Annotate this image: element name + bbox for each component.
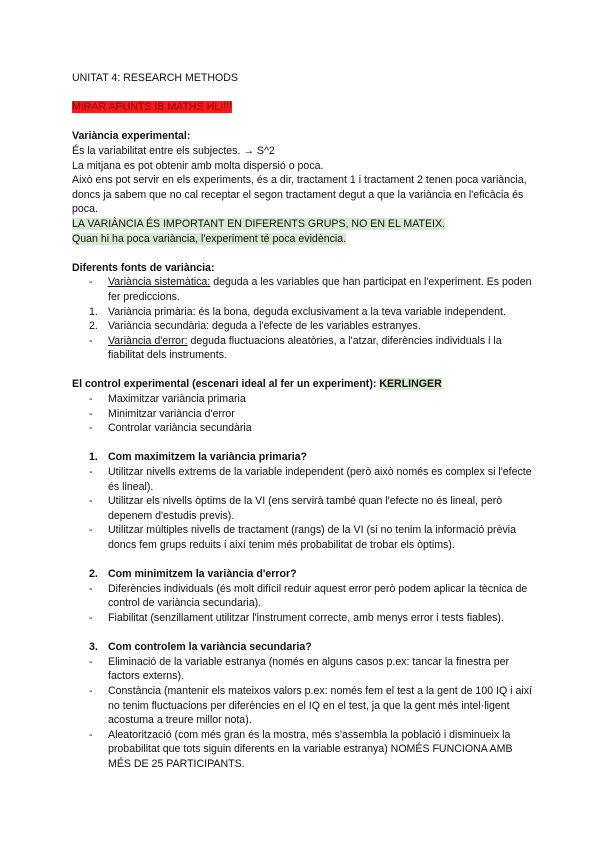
section-1-list <box>72 465 532 553</box>
control-heading-text: El control experimental (escenari ideal al fer un experiment): <box>72 378 380 391</box>
list-item <box>72 407 532 422</box>
list-item <box>72 494 532 523</box>
list-marker: - <box>89 334 93 347</box>
varexp-line-1: És la variabilitat entre els subjectes. → S^2 <box>72 144 275 157</box>
list-item <box>72 275 532 304</box>
red-highlight: MIRAR APUNTS IB MATHS HL!!!! <box>72 101 232 114</box>
list-item-text: deguda fluctuacions aleatòries, a l'atzar, diferències individuals i la fiabilitat dels instruments. <box>108 334 502 362</box>
section-number: 3. <box>89 641 98 654</box>
section-number: 1. <box>89 451 98 464</box>
list-item <box>72 421 532 436</box>
list-marker: - <box>89 684 93 697</box>
list-marker: - <box>89 407 93 420</box>
green-highlight: Quan hi ha poca variància, l'experiment té poca evidència. <box>72 232 347 245</box>
green-highlight: LA VARIÀNCIA ÉS IMPORTANT EN DIFERENTS GRUPS, NO EN EL MATEIX. <box>72 217 446 230</box>
varexp-highlight-2 <box>72 232 532 247</box>
list-marker: 1. <box>89 305 98 318</box>
control-heading <box>72 377 532 392</box>
list-marker: - <box>89 393 93 406</box>
list-item <box>72 655 532 684</box>
list-item-text: Utilitzar nivells extrems de la variable independent (però això només es complex si l'efecte és lineal). <box>108 466 532 493</box>
list-item-text: Maximitzar variància primaria <box>108 393 246 406</box>
section-heading-text: Com maximitzem la variància primaria? <box>108 451 308 464</box>
list-item-text: Diferències individuals (és molt difícil reduir aquest error però podem aplicar la tècnica de control de variància secundaria). <box>108 582 528 610</box>
doc-title: UNITAT 4: RESEARCH METHODS <box>72 72 238 84</box>
section-heading-text: Com minimitzem la variància d'error? <box>108 568 297 581</box>
section-3-heading <box>72 640 532 655</box>
list-item-text: deguda a les variables que han participat en l'experiment. Es poden fer prediccions. <box>108 276 532 303</box>
list-item <box>72 728 532 772</box>
list-marker: 2. <box>89 320 98 333</box>
list-marker: - <box>89 422 93 435</box>
list-marker: - <box>89 495 93 508</box>
list-item-text: Minimitzar variància d'error <box>108 407 235 420</box>
varexp-line-2: La mitjana es pot obtenir amb molta dispersió o poca. <box>72 159 324 172</box>
list-item <box>72 319 532 334</box>
list-item-text: Utilitzar múltiples nivells de tractament (rangs) de la VI (si no tenim la informació prèvia doncs fem grups reduits i així tenim més probabilitat de trobar els òptims). <box>108 524 517 551</box>
list-marker: - <box>89 728 93 741</box>
list-item-text: Constància (mantenir els mateixos valors p.ex: només fem el test a la gent de 100 IQ i així no tenim fluctuacions per diferències en el IQ en el test, ja que la gent més intel·ligent acostuma a treure millor nota). <box>108 684 532 727</box>
control-list <box>72 392 532 436</box>
list-item <box>72 305 532 320</box>
list-item <box>72 392 532 407</box>
fonts-list <box>72 275 532 363</box>
list-item-text: Controlar variància secundària <box>108 422 252 435</box>
red-note <box>72 100 532 115</box>
list-item-text: Utilitzar els nivells òptims de la VI (ens servirà també quan l'efecte no és lineal, però depenem d'estudis previs). <box>108 495 503 522</box>
section-heading-text: Com controlem la variància secundaria? <box>108 641 312 654</box>
section-3-list <box>72 655 532 772</box>
list-marker: - <box>89 524 93 537</box>
list-item <box>72 523 532 552</box>
list-marker: - <box>89 582 93 595</box>
list-item-text: Eliminació de la variable estranya (només en alguns casos p.ex: tancar la finestra per factors externs). <box>108 655 510 683</box>
list-marker: - <box>89 611 93 624</box>
document-body <box>72 71 532 772</box>
kerlinger-highlight: KERLINGER <box>379 378 442 391</box>
fonts-heading: Diferents fonts de variància: <box>72 261 215 274</box>
list-item <box>72 334 532 363</box>
list-item-text: Variància secundària: deguda a l'efecte de les variables estranyes. <box>108 320 421 333</box>
list-item <box>72 684 532 728</box>
varexp-highlight-1 <box>72 217 532 232</box>
term-underlined: Variància d'error: <box>108 334 188 347</box>
section-number: 2. <box>89 568 98 581</box>
list-marker: - <box>89 276 93 289</box>
section-2-heading <box>72 567 532 582</box>
list-item <box>72 465 532 494</box>
list-item-text: Fiabilitat (senzillament utilitzar l'instrument correcte, amb menys error i tests fiables). <box>108 611 504 624</box>
list-item-text: Aleatorització (com més gran és la mostra, més s'assembla la població i disminueix la probabilitat que tots siguin diferents en la variable estranya) NOMÉS FUNCIONA AMB MÉS DE 25 PARTICIPANTS. <box>108 728 513 770</box>
list-marker: - <box>89 655 93 668</box>
varexp-line-3: Això ens pot servir en els experiments, és a dir, tractament 1 i tractament 2 tenen poca variància, doncs ja sabem que no cal receptar el segon tractament degut a que la variància en l'eficàcia és poca. <box>72 174 527 216</box>
term-underlined: Variància sistemàtica: <box>108 276 211 289</box>
section-1-heading <box>72 450 532 465</box>
varexp-heading: Variància experimental: <box>72 130 191 143</box>
list-item <box>72 582 532 611</box>
section-2-list <box>72 582 532 626</box>
list-marker: - <box>89 466 93 479</box>
list-item-text: Variància primària: és la bona, deguda exclusivament a la teva variable independent. <box>108 305 506 318</box>
list-item <box>72 611 532 626</box>
